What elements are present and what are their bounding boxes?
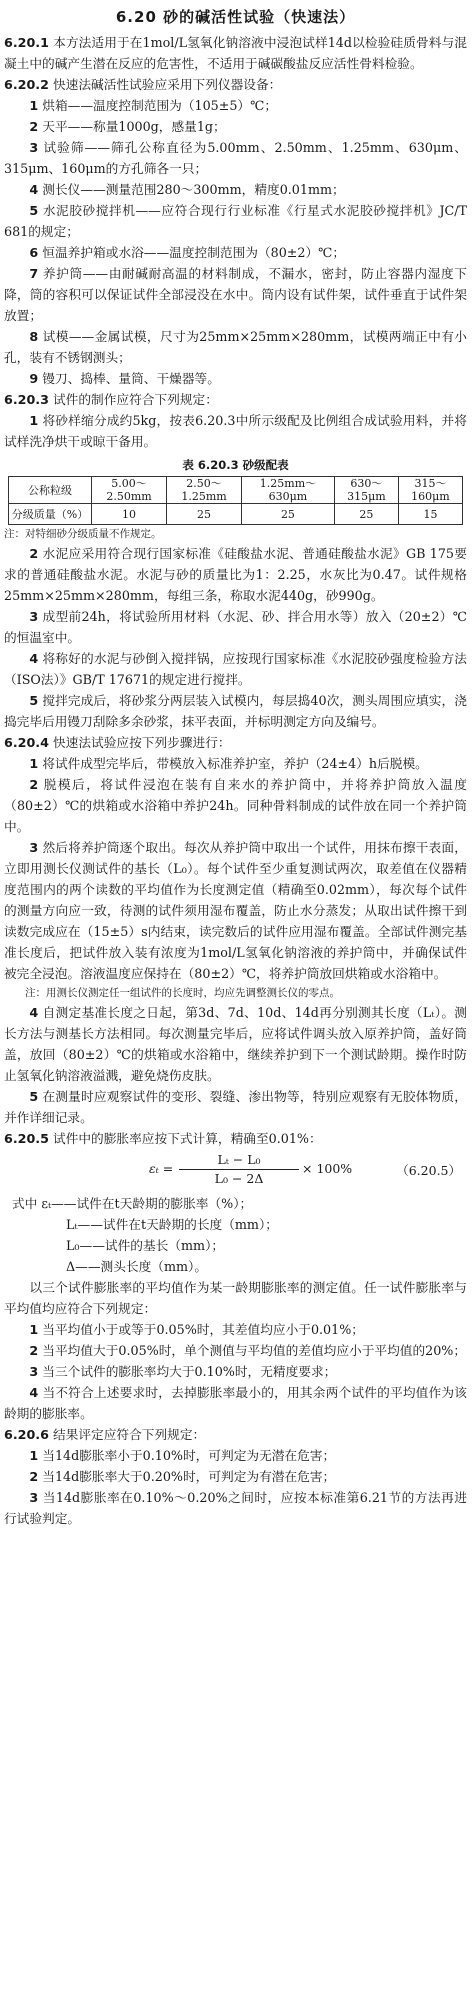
evaluation-list	[4, 1445, 467, 1529]
list-item: 5 水泥胶砂搅拌机——应符合现行行业标准《行星式水泥胶砂搅拌机》JC/T 681的规定；	[4, 203, 467, 239]
list-item: 5 在测量时应观察试件的变形、裂缝、渗出物等，特别应观察有无胶体物质，并作详细记录。	[4, 1089, 467, 1125]
step-note: 注：用测长仪测定任一组试件的长度时，均应先调整测长仪的零点。	[25, 987, 340, 999]
list-item: 4 自测定基准长度之日起，第3d、7d、10d、14d再分别测其长度（Lₜ）。测长方法与测基长方法相同。每次测量完毕后，应将试件调头放入原养护筒，盖好筒盖，放回（80±2）℃的烘箱或水浴箱中，继续养护到下一个测试龄期。操作时防止氢氧化钠溶液溢溅，避免烧伤皮肤。	[4, 1005, 467, 1083]
list-item: 3 当三个试件的膨胀率均大于0.10%时，无精度要求；	[29, 1364, 337, 1379]
clause-text: 快速法碱活性试验应采用下列仪器设备：	[53, 77, 282, 92]
formula-number: （6.20.5）	[396, 1163, 461, 1178]
table-cell: 25	[242, 504, 335, 525]
definition: 式中 εₜ——试件在t天龄期的膨胀率（%）；	[12, 1196, 253, 1211]
procedure-list	[4, 753, 467, 1128]
table-cell: 15	[398, 504, 462, 525]
clause-number: 6.20.6	[4, 1427, 49, 1442]
formula-numerator: Lₜ − L₀	[179, 1151, 299, 1170]
list-item: 3 成型前24h，将试验所用材料（水泥、砂、拌合用水等）放入（20±2）℃的恒温室中。	[4, 609, 467, 645]
table-cell: 315～ 160μm	[398, 477, 462, 504]
clause-text: 本方法适用于在1mol/L氢氧化钠溶液中浸泡试样14d以检验硅质骨料与混凝土中的碱产生潜在反应的危害性，不适用于碱碳酸盐反应活性骨料检验。	[4, 35, 467, 71]
list-item: 8 试模——金属试模，尺寸为25mm×25mm×280mm，试模两端正中有小孔，装有不锈钢测头；	[4, 329, 467, 365]
clause-text: 试件中的膨胀率应按下式计算，精确至0.01%：	[53, 1131, 322, 1146]
list-item: 2 天平——称量1000g，感量1g；	[29, 119, 226, 134]
clause-number: 6.20.3	[4, 392, 49, 407]
clause-number: 6.20.5	[4, 1131, 49, 1146]
average-paragraph: 以三个试件膨胀率的平均值作为某一龄期膨胀率的测定值。任一试件膨胀率与平均值均应符合下列规定：	[4, 1280, 467, 1316]
table-note: 注：对特细砂分级质量不作规定。	[4, 528, 162, 540]
list-item: 1 当14d膨胀率小于0.10%时，可判定为无潜在危害；	[29, 1448, 336, 1463]
table-cell: 25	[334, 504, 398, 525]
clause-6-20-1	[4, 32, 467, 74]
formula-tail: × 100%	[302, 1161, 353, 1176]
table-row	[9, 477, 463, 504]
definition: Δ——测头长度（mm）。	[66, 1259, 208, 1274]
preparation-list	[4, 543, 467, 732]
formula-denominator: L₀ − 2Δ	[214, 1171, 264, 1186]
symbol-definitions	[4, 1193, 467, 1277]
list-item: 1 将试件成型完毕后，带模放入标准养护室，养护（24±4）h后脱模。	[29, 756, 428, 771]
list-item: 6 恒温养护箱或水浴——温度控制范围为（80±2）℃；	[29, 245, 346, 260]
clause-number: 6.20.2	[4, 77, 49, 92]
list-item: 2 脱模后，将试件浸泡在装有自来水的养护筒中，并将养护筒放入温度（80±2）℃的烘箱或水浴箱中养护24h。同种骨料制成的试件放在同一个养护筒中。	[4, 777, 467, 834]
clause-text: 快速法试验应按下列步骤进行：	[53, 735, 231, 750]
formula-lhs: εₜ =	[149, 1161, 174, 1176]
table-cell: 630～ 315μm	[334, 477, 398, 504]
row-header: 分级质量（%）	[9, 504, 92, 525]
list-item: 1 将砂样缩分成约5kg，按表6.20.3中所示级配及比例组合成试验用料，并将试样洗净烘干或晾干备用。	[4, 413, 467, 449]
section-title: 6.20 砂的碱活性试验（快速法）	[115, 8, 356, 26]
table-cell: 2.50～ 1.25mm	[167, 477, 242, 504]
list-item: 3 当14d膨胀率在0.10%～0.20%之间时，应按本标准第6.21节的方法再进行试验判定。	[4, 1490, 467, 1526]
clause-text: 结果评定应符合下列规定：	[53, 1427, 206, 1442]
list-item: 9 镘刀、捣棒、量筒、干燥器等。	[29, 371, 220, 386]
list-item: 4 当不符合上述要求时，去掉膨胀率最小的，用其余两个试件的平均值作为该龄期的膨胀率。	[4, 1385, 467, 1421]
expansion-formula	[4, 1149, 467, 1193]
table-cell: 10	[92, 504, 167, 525]
list-item: 4 测长仪——测量范围280～300mm，精度0.01mm；	[29, 182, 345, 197]
list-item: 2 当平均值大于0.05%时，单个测值与平均值的差值均应小于平均值的20%；	[29, 1343, 467, 1358]
clause-6-20-3	[4, 389, 467, 410]
table-row	[9, 504, 463, 525]
table-cell: 25	[167, 504, 242, 525]
gradation-table	[8, 476, 463, 525]
definition: Lₜ——试件在t天龄期的长度（mm）；	[66, 1217, 278, 1232]
list-item: 1 当平均值小于或等于0.05%时，其差值均应小于0.01%；	[29, 1322, 364, 1337]
list-item: 3 然后将养护筒逐个取出。每次从养护筒中取出一个试件，用抹布擦干表面，立即用测长仪测试件的基长（L₀）。每个试件至少重复测试两次，取差值在仪器精度范围内的两个读数的平均值作为长度测定值（精确至0.02mm），每次每个试件的测量方向应一致，待测的试件须用湿布覆盖，防止水分蒸发；从取出试件擦干到读数完成应在（15±5）s内结束，读完数后的试件应用湿布覆盖。全部试件测完基准长度后，把试件放入装有浓度为1mol/L氢氧化钠溶液的养护筒中，并确保试件被完全浸泡。溶液温度应保持在（80±2）℃，将养护筒放回烘箱或水浴箱中。	[4, 840, 467, 981]
row-header: 公称粒级	[9, 477, 92, 504]
list-item: 3 试验筛——筛孔公称直径为5.00mm、2.50mm、1.25mm、630μm、315μm、160μm的方孔筛各一只；	[4, 140, 467, 176]
clause-6-20-6	[4, 1424, 467, 1445]
list-item: 7 养护筒——由耐碱耐高温的材料制成，不漏水，密封，防止容器内湿度下降，筒的容积可以保证试件全部浸没在水中。筒内设有试件架，试件垂直于试件架放置；	[4, 266, 467, 323]
formula-fraction	[179, 1151, 299, 1188]
table-cell: 5.00～ 2.50mm	[92, 477, 167, 504]
clause-text: 试件的制作应符合下列规定：	[53, 392, 218, 407]
table-cell: 1.25mm～ 630μm	[242, 477, 335, 504]
table-caption: 表 6.20.3 砂级配表	[182, 458, 289, 472]
equipment-list	[4, 95, 467, 389]
clause-number: 6.20.4	[4, 735, 49, 750]
list-item: 1 烘箱——温度控制范围为（105±5）℃；	[29, 98, 278, 113]
definition: L₀——试件的基长（mm）；	[66, 1238, 225, 1253]
clause-number: 6.20.1	[4, 35, 49, 50]
list-item: 2 当14d膨胀率大于0.20%时，可判定为有潜在危害；	[29, 1469, 336, 1484]
list-item: 2 水泥应采用符合现行国家标准《硅酸盐水泥、普通硅酸盐水泥》GB 175要求的普通硅酸盐水泥。水泥与砂的质量比为1：2.25，水灰比为0.47。试件规格25mm×25mm×280mm，每组三条，称取水泥440g，砂990g。	[4, 546, 467, 603]
clause-6-20-4	[4, 732, 467, 753]
precision-rules	[4, 1319, 467, 1424]
list-item: 5 搅拌完成后，将砂浆分两层装入试模内，每层捣40次，测头周围应填实，浇捣完毕后用镘刀刮除多余砂浆，抹平表面，并标明测定方向及编号。	[4, 693, 467, 729]
clause-6-20-2	[4, 74, 467, 95]
list-item: 4 将称好的水泥与砂倒入搅拌锅，应按现行国家标准《水泥胶砂强度检验方法（ISO法）》GB/T 17671的规定进行搅拌。	[4, 651, 467, 687]
clause-6-20-5	[4, 1128, 467, 1149]
